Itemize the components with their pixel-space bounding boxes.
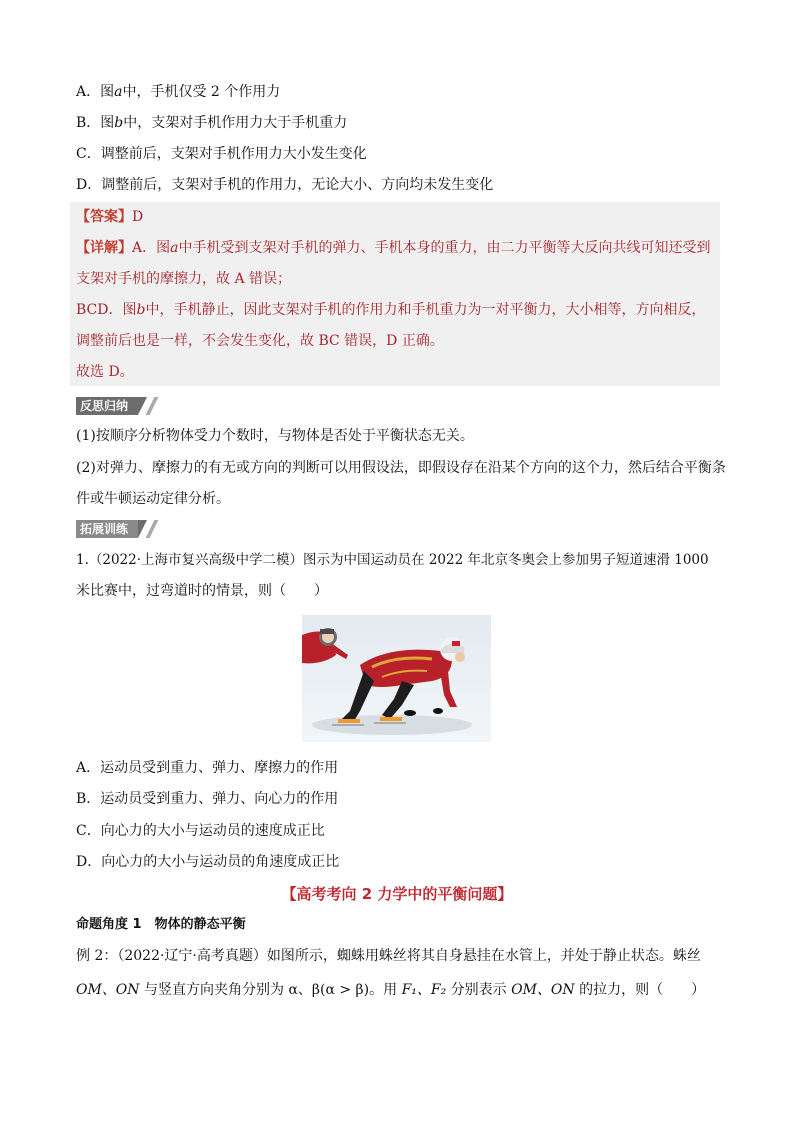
answer-value: D: [132, 209, 144, 225]
detail-line-4: 调整前后也是一样，不会发生变化，故 BC 错误，D 正确。: [76, 333, 444, 349]
reflection-tag: 反思归纳: [76, 397, 138, 415]
example-2-angles: 与竖直方向夹角分别为 α、β(α > β)。用: [139, 982, 402, 998]
example-2-line-2: [76, 980, 705, 1000]
option-d: D．调整前后，支架对手机的作用力，无论大小、方向均未发生变化: [76, 177, 494, 193]
example-2-om-on-2: OM、ON: [511, 982, 575, 998]
question-1-line-2: 米比赛中，过弯道时的情景，则（ ）: [76, 583, 328, 599]
option-a-var: a: [114, 84, 123, 100]
section-title: 【高考考向 2 力学中的平衡问题】: [281, 885, 513, 903]
example-2-end: 的拉力，则（ ）: [574, 982, 706, 998]
example-2-line-1: 例 2：（2022·辽宁·高考真题）如图所示，蜘蛛用蛛丝将其自身悬挂在水管上，并处于静止状态。蛛丝: [76, 948, 701, 964]
question-1-option-b: B．运动员受到重力、弹力、向心力的作用: [76, 791, 339, 807]
option-b-var: b: [114, 115, 124, 131]
detail-line-1-prefix: A．图: [132, 240, 171, 256]
detail-line-1-text: 中手机受到支架对手机的弹力、手机本身的重力，由二力平衡等大反向共线可知还受到: [178, 240, 711, 256]
detail-line-3-prefix: BCD．图: [76, 302, 137, 318]
speed-skating-photo: [302, 615, 491, 742]
example-2-text: 分别表示: [446, 982, 512, 998]
answer-box: [70, 202, 720, 386]
option-a-text: 中，手机仅受 2 个作用力: [122, 84, 281, 100]
reflection-p2a: (2)对弹力、摩擦力的有无或方向的判断可以用假设法，即假设存在沿某个方向的这个力，然后结合平衡条: [76, 460, 726, 476]
answer-line: [76, 207, 143, 227]
example-2-om-on: OM、ON: [76, 982, 140, 998]
detail-line-1: [76, 238, 710, 258]
option-a-prefix: A．图: [76, 84, 115, 100]
option-b-prefix: B．图: [76, 115, 115, 131]
question-1-option-d: D．向心力的大小与运动员的角速度成正比: [76, 854, 340, 870]
option-b-text: 中，支架对手机作用力大于手机重力: [123, 115, 348, 131]
subhead: 命题角度 1 物体的静态平衡: [76, 917, 246, 932]
detail-line-3: [76, 300, 705, 320]
speed-skating-illustration: [302, 615, 491, 742]
extension-tag: 拓展训练: [76, 520, 138, 538]
detail-line-3-var: b: [136, 302, 146, 318]
option-b: [76, 113, 347, 133]
option-c: C．调整前后，支架对手机作用力大小发生变化: [76, 146, 367, 162]
answer-label: 【答案】: [76, 209, 132, 225]
detail-line-5: 故选 D。: [76, 364, 134, 380]
detail-line-2: 支架对手机的摩擦力，故 A 错误；: [76, 271, 292, 287]
reflection-p1: (1)按顺序分析物体受力个数时，与物体是否处于平衡状态无关。: [76, 428, 474, 444]
example-2-forces: F₁、F₂: [401, 982, 447, 998]
detail-line-1-var: a: [170, 240, 179, 256]
question-1-line-1: 1.（2022·上海市复兴高级中学二模）图示为中国运动员在 2022 年北京冬奥会上参加男子短道速滑 1000: [76, 552, 709, 568]
detail-line-3-text: 中，手机静止，因此支架对手机的作用力和手机重力为一对平衡力，大小相等，方向相反，: [145, 302, 706, 318]
question-1-option-c: C．向心力的大小与运动员的速度成正比: [76, 823, 325, 839]
question-1-option-a: A．运动员受到重力、弹力、摩擦力的作用: [76, 760, 339, 776]
option-a: [76, 82, 280, 102]
reflection-p2b: 件或牛顿运动定律分析。: [76, 491, 230, 507]
detail-label: 【详解】: [76, 240, 132, 256]
